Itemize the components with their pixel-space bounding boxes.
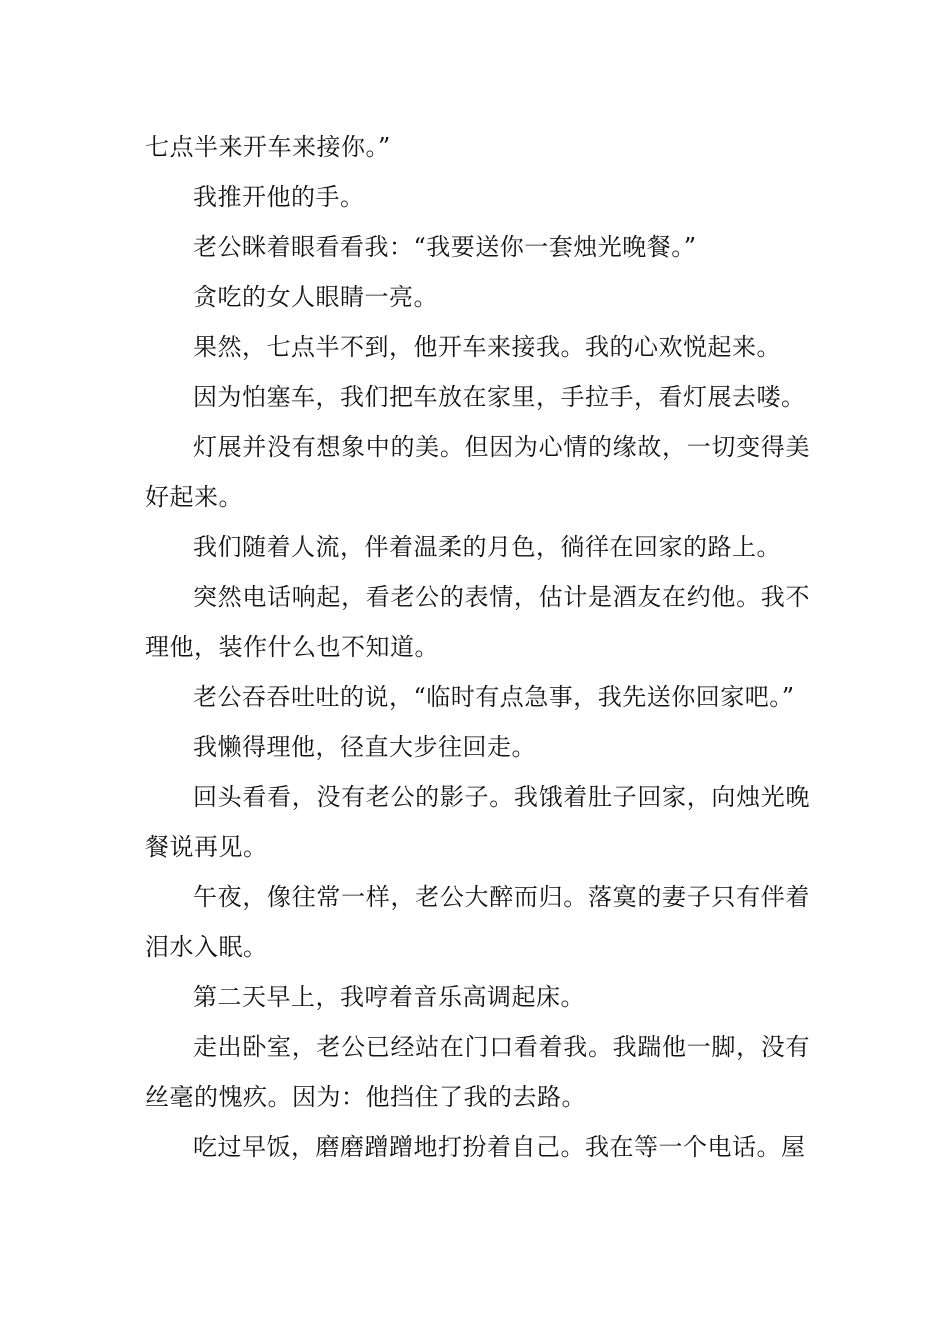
paragraph-5: 果然，七点半不到，他开车来接我。我的心欢悦起来。 — [193, 333, 781, 361]
paragraph-14: 第二天早上，我哼着音乐高调起床。 — [193, 983, 585, 1011]
paragraph-1: 七点半来开车来接你。” — [145, 133, 391, 161]
paragraph-15: 走出卧室，老公已经站在门口看着我。我踹他一脚，没有丝毫的愧疚。因为：他挡住了我的去路。 — [145, 1033, 810, 1111]
paragraph-12: 回头看看，没有老公的影子。我饿着肚子回家，向烛光晚餐说再见。 — [145, 783, 810, 861]
paragraph-13: 午夜，像往常一样，老公大醉而归。落寞的妻子只有伴着泪水入眠。 — [145, 883, 810, 961]
paragraph-11: 我懒得理他，径直大步往回走。 — [193, 733, 536, 761]
paragraph-8: 我们随着人流，伴着温柔的月色，徜徉在回家的路上。 — [193, 533, 781, 561]
paragraph-10: 老公吞吞吐吐的说，“临时有点急事，我先送你回家吧。” — [193, 683, 795, 711]
paragraph-3: 老公眯着眼看看我：“我要送你一套烛光晚餐。” — [193, 233, 697, 261]
paragraph-6: 因为怕塞车，我们把车放在家里，手拉手，看灯展去喽。 — [193, 383, 806, 411]
body-text — [145, 122, 810, 1172]
paragraph-4: 贪吃的女人眼睛一亮。 — [193, 283, 438, 311]
paragraph-9: 突然电话响起，看老公的表情，估计是酒友在约他。我不理他，装作什么也不知道。 — [145, 583, 810, 661]
paragraph-16: 吃过早饭，磨磨蹭蹭地打扮着自己。我在等一个电话。屋 — [193, 1133, 806, 1161]
paragraph-2: 我推开他的手。 — [193, 183, 365, 211]
paragraph-7: 灯展并没有想象中的美。但因为心情的缘故，一切变得美好起来。 — [145, 433, 810, 511]
